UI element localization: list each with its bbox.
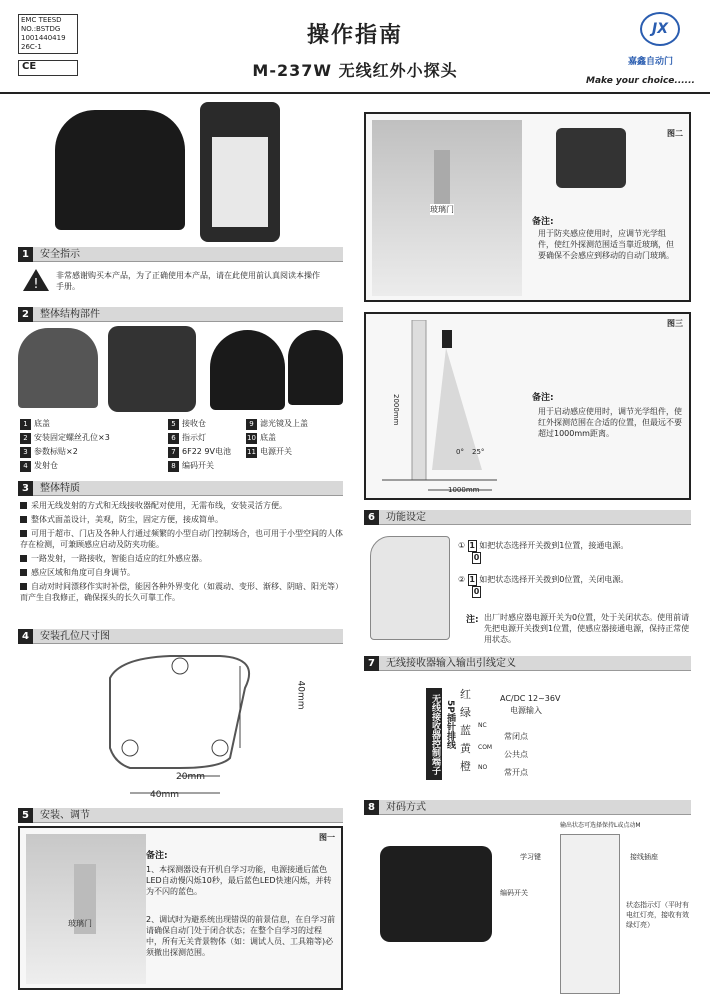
dim-width: 40mm: [150, 790, 179, 800]
cert-line: EMC TEESD: [21, 16, 62, 24]
detector-back-photo: [200, 102, 280, 242]
cert-line: NO.:BSTDG: [21, 25, 61, 33]
switch-pos: 1: [469, 575, 475, 584]
section-4-header: [18, 629, 343, 644]
hand-adjust-photo: [556, 128, 626, 188]
step-text: 如把状态选择开关拨到0位置，关闭电源。: [479, 575, 629, 584]
figure-3: [364, 312, 691, 500]
part-num: 4: [20, 461, 31, 472]
width-label: 1000mm: [448, 486, 480, 494]
part-label: 发射仓: [34, 461, 58, 470]
wire-orange: 橙: [460, 760, 471, 773]
function-row-1: [458, 540, 693, 564]
feature-item: 可用于超市、门店及各种人行通过频繁的小型自动门控制场合，也可用于小型空间的人体存在检测，可兼顾感应启动及防夹功能。: [20, 528, 350, 550]
note-title: 备注:: [532, 217, 554, 227]
wire-colors: [460, 686, 480, 776]
section-number: 5: [18, 808, 33, 823]
part-num: 10: [247, 434, 256, 442]
ce-mark: CE: [18, 60, 78, 76]
section-7-header: [364, 656, 691, 671]
nc-pin: NC: [478, 722, 487, 729]
door-label: 玻璃门: [430, 205, 454, 214]
nc-label: 常闭点: [504, 732, 528, 741]
section-1-header: [18, 247, 343, 262]
detector-photo: [55, 110, 185, 230]
section-title: 安装、调节: [40, 810, 90, 821]
section-title: 无线接收器输入输出引线定义: [386, 658, 516, 669]
part-label: 参数标贴×2: [34, 447, 78, 456]
wire-green: 绿: [460, 706, 471, 719]
part-label: 底盖: [260, 433, 276, 442]
section-number: 1: [18, 247, 33, 262]
part-label: 编码开关: [182, 461, 214, 470]
power-spec: AC/DC 12~36V: [500, 694, 561, 703]
power-input: 电源输入: [510, 706, 542, 715]
feature-item: 一路发射，一路接收，智能自适应的红外感应器。: [20, 553, 350, 564]
height-label: 2000mm: [392, 394, 400, 426]
part-num: 2: [20, 433, 31, 444]
part-label: 安装固定螺丝孔位×3: [34, 433, 110, 442]
note-text: 出厂时感应器电源开关为0位置，处于关闭状态。使用前请先把电源开关拨到1位置，使感应器接通电源，保持正常使用状态。: [484, 613, 690, 644]
slogan: Make your choice......: [586, 76, 695, 86]
output-mode-label: 输出状态可选择保持L或点动M: [560, 822, 641, 829]
corridor-illustration: [372, 120, 522, 296]
section-title: 安装孔位尺寸图: [40, 631, 110, 642]
receiver-board: [560, 834, 620, 994]
section-3-header: [18, 481, 343, 496]
part-num: 7: [168, 447, 179, 458]
figure-label: 图三: [667, 319, 683, 328]
note-text: 用于防夹感应使用时，应调节光学组件，使红外探测范围适当靠近玻璃，但要确保不会感应到移动的自动门玻璃。: [538, 229, 674, 260]
figure-label: 图一: [319, 833, 335, 842]
part-label: 6F22 9V电池: [182, 447, 231, 456]
section-title: 整体结构部件: [40, 309, 100, 320]
figure-2: [364, 112, 691, 302]
corridor-illustration: [26, 834, 146, 984]
switch-pos: 0: [473, 587, 480, 596]
section-number: 6: [364, 510, 379, 525]
part-label: 指示灯: [182, 433, 206, 442]
side-photo: [288, 330, 343, 405]
section-6-header: [364, 510, 691, 525]
switch-illustration: [370, 536, 450, 640]
dim-vertical: 40mm: [295, 680, 306, 710]
section-2-header: [18, 307, 343, 322]
section-number: 2: [18, 307, 33, 322]
note-2: 2、调试时为避系统出现错误的前景信息，在自学习前请确保自动门处于闭合状态；在整个自学习的过程中，所有无关背景物体（如：调试人员、工具箱等)必须撤出探测范围。: [146, 915, 336, 957]
note-1: 1、本探测器设有开机自学习功能，电源接通后蓝色LED自动慢闪烁10秒，最后蓝色LED快速闪烁，并转为不闪的蓝色。: [146, 865, 332, 896]
feature-item: 自动对时间漂移作实时补偿，能因各种外界变化（如震动、变形、渐移、阴暗、阳光等）而产生自我修正，确保探头的长久可靠工作。: [20, 581, 350, 603]
hole-dimension-drawing: [90, 648, 310, 808]
door-label: 玻璃门: [68, 919, 92, 928]
section-number: 8: [364, 800, 379, 815]
base-photo: [18, 328, 98, 408]
no-pin: NO: [478, 764, 488, 771]
header-divider: [0, 92, 710, 94]
detector-label: [212, 137, 268, 227]
section-number: 3: [18, 481, 33, 496]
part-label: 接收仓: [182, 419, 206, 428]
part-num: 5: [168, 419, 179, 430]
wire-yellow: 黄: [460, 742, 471, 755]
pin-label: 5P插针排线: [445, 700, 455, 749]
part-num: 9: [246, 419, 257, 430]
angle-0: 0°: [456, 448, 464, 456]
section-title: 安全指示: [40, 249, 80, 260]
note-text: 用于启动感应使用时，调节光学组件，使红外探测范围在合适的位置，但最远不要超过1000mm距离。: [538, 407, 682, 438]
section-title: 整体特质: [40, 483, 80, 494]
receiver-photo: [380, 846, 492, 942]
feature-item: 整体式面盖设计，美观，防尘，固定方便，接成简单。: [20, 514, 350, 525]
feature-item: 采用无线发射的方式和无线接收器配对使用，无需布线，安装灵活方便。: [20, 500, 350, 511]
switch-pos: 0: [473, 553, 480, 562]
step-num: ①: [458, 541, 466, 550]
part-label: 底盖: [34, 419, 50, 428]
code-switch-label: 编码开关: [500, 889, 528, 897]
open-unit-photo: [108, 326, 196, 412]
function-row-2: [458, 574, 693, 598]
part-num: 6: [168, 433, 179, 444]
section-title: 功能设定: [386, 512, 426, 523]
status-led-label: 状态指示灯（平时有电红灯亮，接收有效绿灯亮）: [626, 901, 689, 929]
page-title: 操作指南: [306, 23, 403, 48]
section-title: 对码方式: [386, 802, 426, 813]
section-number: 7: [364, 656, 379, 671]
note-title: 备注:: [146, 851, 168, 861]
switch-pos: 1: [469, 541, 475, 550]
no-label: 常开点: [504, 768, 528, 777]
cert-line: 26C-1: [21, 43, 42, 51]
wire-blue: 蓝: [460, 724, 471, 737]
note-title: 备注:: [532, 393, 554, 403]
cover-photo: [210, 330, 285, 410]
part-label: 滤光镜及上盖: [260, 419, 308, 428]
figure-label: 图二: [667, 129, 683, 138]
step-text: 如把状态选择开关拨到1位置，接通电源。: [479, 541, 629, 550]
dim-half: 20mm: [176, 772, 205, 782]
svg-text:!: !: [33, 277, 39, 292]
page-subtitle: M-237W 无线红外小探头: [252, 61, 458, 80]
note-label: 注:: [466, 615, 479, 625]
jx-logo-icon: JX: [640, 12, 680, 46]
feature-item: 感应区域和角度可自身调节。: [20, 567, 350, 578]
part-label: 电源开关: [260, 447, 292, 456]
warning-icon: [22, 268, 50, 292]
part-num: 11: [247, 448, 256, 456]
section-number: 4: [18, 629, 33, 644]
figure-1: [18, 826, 343, 990]
detector-beam: [434, 150, 450, 210]
step-num: ②: [458, 575, 466, 584]
features-list: [20, 500, 350, 603]
section-5-header: [18, 808, 343, 823]
logo-text: 嘉鑫自动门: [628, 57, 674, 67]
com-pin: COM: [478, 744, 493, 751]
com-label: 公共点: [504, 750, 528, 759]
section-8-header: [364, 800, 691, 815]
wire-red: 红: [460, 688, 471, 701]
part-num: 3: [20, 447, 31, 458]
angle-25: 25°: [472, 448, 485, 456]
terminal-label: 无线接收器控制端子: [426, 688, 442, 780]
part-num: 1: [20, 419, 31, 430]
cert-line: 1001440419: [21, 34, 66, 42]
safety-text: 非常感谢购买本产品，为了正确使用本产品，请在此使用前认真阅读本操作手册。: [56, 271, 320, 291]
part-num: 8: [168, 461, 179, 472]
learn-key-label: 学习键: [520, 853, 541, 861]
terminal-socket-label: 接线插座: [630, 853, 658, 861]
